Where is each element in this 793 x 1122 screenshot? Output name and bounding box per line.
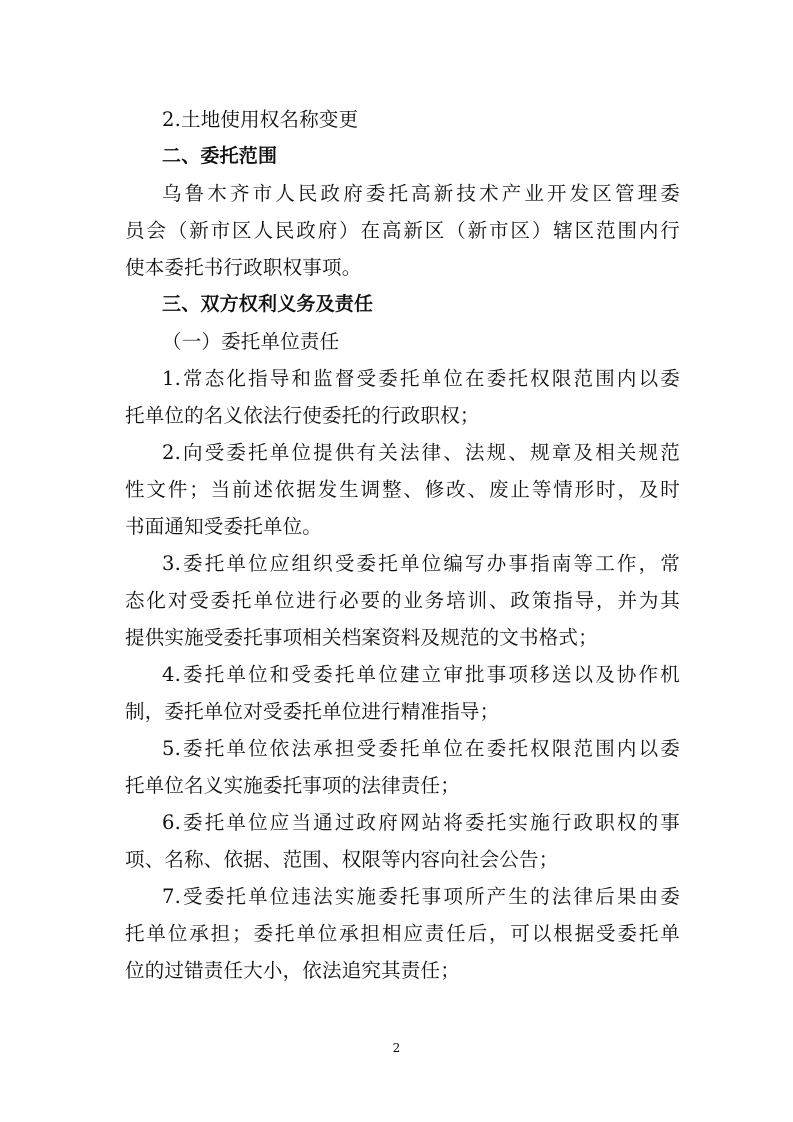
paragraph-line: 1.常态化指导和监督受委托单位在委托权限范围内以委 bbox=[162, 367, 680, 390]
page-number: 2 bbox=[392, 1041, 401, 1055]
subheading-delegator-duties: （一）委托单位责任 bbox=[162, 330, 340, 353]
paragraph-line: 书面通知受委托单位。 bbox=[125, 515, 323, 538]
paragraph-line: 员会（新市区人民政府）在高新区（新市区）辖区范围内行 bbox=[125, 219, 680, 242]
paragraph-line: 性文件；当前述依据发生调整、修改、废止等情形时，及时 bbox=[125, 478, 680, 501]
paragraph-line: 6.委托单位应当通过政府网站将委托实施行政职权的事 bbox=[162, 811, 680, 834]
item-land-use-name-change: 2.土地使用权名称变更 bbox=[162, 108, 359, 131]
paragraph-line: 托单位的名义依法行使委托的行政职权； bbox=[125, 404, 480, 427]
paragraph-line: 托单位承担；委托单位承担相应责任后，可以根据受委托单 bbox=[125, 922, 680, 945]
paragraph-line: 3.委托单位应组织受委托单位编写办事指南等工作，常 bbox=[162, 552, 680, 575]
paragraph-line: 7.受委托单位违法实施委托事项所产生的法律后果由委 bbox=[162, 885, 680, 908]
paragraph-line: 制，委托单位对受委托单位进行精准指导； bbox=[125, 700, 500, 723]
paragraph-line: 乌鲁木齐市人民政府委托高新技术产业开发区管理委 bbox=[162, 182, 680, 205]
paragraph-line: 2.向受委托单位提供有关法律、法规、规章及相关规范 bbox=[162, 441, 680, 464]
paragraph-line: 5.委托单位依法承担受委托单位在委托权限范围内以委 bbox=[162, 737, 680, 760]
paragraph-line: 托单位名义实施委托事项的法律责任； bbox=[125, 774, 460, 797]
paragraph-line: 提供实施受委托事项相关档案资料及规范的文书格式； bbox=[125, 626, 598, 649]
paragraph-line: 项、名称、依据、范围、权限等内容向社会公告； bbox=[125, 848, 559, 871]
paragraph-line: 使本委托书行政职权事项。 bbox=[125, 256, 362, 279]
document-body bbox=[125, 101, 680, 989]
heading-rights-obligations: 三、双方权利义务及责任 bbox=[162, 293, 374, 315]
paragraph-line: 态化对受委托单位进行必要的业务培训、政策指导，并为其 bbox=[125, 589, 680, 612]
heading-scope: 二、委托范围 bbox=[162, 145, 278, 167]
paragraph-line: 4.委托单位和受委托单位建立审批事项移送以及协作机 bbox=[162, 663, 680, 686]
paragraph-line: 位的过错责任大小，依法追究其责任； bbox=[125, 959, 460, 982]
